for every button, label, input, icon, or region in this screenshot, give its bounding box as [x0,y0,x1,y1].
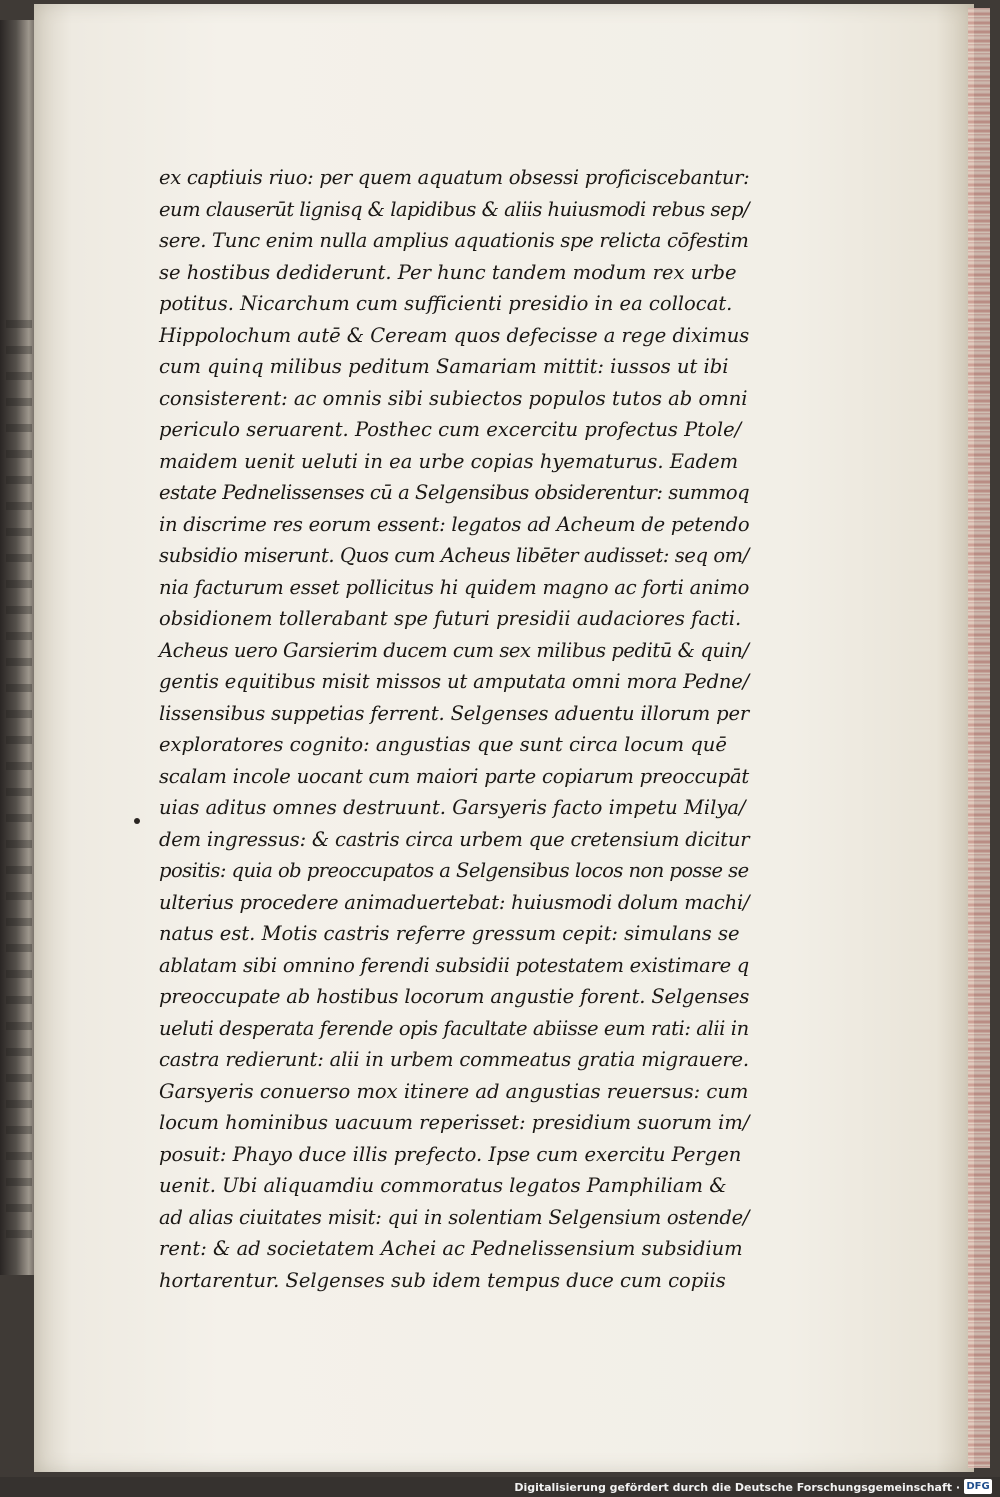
text-line: gentis equitibus misit missos ut amputata omni mora Pedne/ [159,670,750,693]
text-line: sere. Tunc enim nulla amplius aquationis spe relicta cōfestim [159,229,749,252]
text-line: castra redierunt: alii in urbem commeatus gratia migrauere. [159,1048,749,1071]
text-line: ad alias ciuitates misit: qui in solentiam Selgensium ostende/ [159,1205,750,1229]
previous-page-edge [0,20,36,1275]
text-line: estate Pednelissenses cū a Selgensibus obsiderentur: summoq [159,481,750,504]
text-line: dem ingressus: & castris circa urbem que cretensium dicitur [159,827,750,851]
text-line: potitus. Nicarchum cum sufficienti presidio in ea collocat. [159,292,733,315]
text-line: cum quinq milibus peditum Samariam mittit: iussos ut ibi [159,355,729,378]
text-line: scalam incole uocant cum maiori parte copiarum preoccupāt [159,764,750,788]
footer-credit: Digitalisierung gefördert durch die Deutsche Forschungsgemeinschaft · [514,1481,960,1494]
text-line: subsidio miserunt. Quos cum Acheus libēter audisset: seq om/ [159,544,749,567]
text-line: uias aditus omnes destruunt. Garsyeris facto impetu Milya/ [159,796,746,819]
text-line: obsidionem tollerabant spe futuri presidii audaciores facti. [159,607,742,630]
text-line: uenit. Ubi aliquamdiu commoratus legatos Pamphiliam & [159,1174,727,1197]
text-line: posuit: Phayo duce illis prefecto. Ipse cum exercitu Pergen [159,1142,742,1166]
text-line: in discrime res eorum essent: legatos ad Acheum de petendo [159,512,750,536]
text-line: ablatam sibi omnino ferendi subsidii potestatem existimare q [159,953,749,977]
text-line: positis: quia ob preoccupatos a Selgensibus locos non posse se [159,859,749,882]
text-line: preoccupate ab hostibus locorum angustie forent. Selgenses [159,985,750,1008]
text-block [159,162,749,1296]
text-line: periculo seruarent. Posthec cum excercitu profectus Ptole/ [159,418,742,441]
text-line: ulterius procedere animaduertebat: huiusmodi dolum machi/ [159,890,750,914]
dfg-logo: DFG [964,1479,992,1494]
text-line: Hippolochum autē & Ceream quos defecisse a rege diximus [159,323,750,347]
text-line: ex captiuis riuo: per quem aquatum obsessi proficiscebantur: [159,166,750,189]
text-line: Acheus uero Garsierim ducem cum sex milibus peditū & quin/ [159,638,749,662]
text-line: se hostibus dediderunt. Per hunc tandem modum rex urbe [159,260,737,284]
text-line: lissensibus suppetias ferrent. Selgenses aduentu illorum per [159,701,749,725]
text-line: maidem uenit ueluti in ea urbe copias hyematurus. Eadem [159,449,739,473]
text-line: nia facturum esset pollicitus hi quidem magno ac forti animo [159,575,750,599]
text-line: consisterent: ac omnis sibi subiectos populos tutos ab omni [159,386,748,410]
previous-page-text-edge [6,320,32,1250]
text-line: Garsyeris conuerso mox itinere ad angustias reuersus: cum [159,1079,749,1103]
margin-mark [134,818,140,824]
text-line: exploratores cognito: angustias que sunt circa locum quē [159,733,727,756]
text-line: natus est. Motis castris referre gressum cepit: simulans se [159,922,740,945]
text-line: eum clauserūt lignisq & lapidibus & aliis huiusmodi rebus sep/ [159,197,750,221]
page-fore-edge [968,8,990,1468]
text-line: ueluti desperata ferende opis facultate abiisse eum rati: alii in [159,1016,749,1040]
text-line: locum hominibus uacuum reperisset: presidium suorum im/ [159,1111,750,1134]
text-line: rent: & ad societatem Achei ac Pednelissensium subsidium [159,1237,743,1260]
text-line: hortarentur. Selgenses sub idem tempus duce cum copiis [159,1268,726,1292]
